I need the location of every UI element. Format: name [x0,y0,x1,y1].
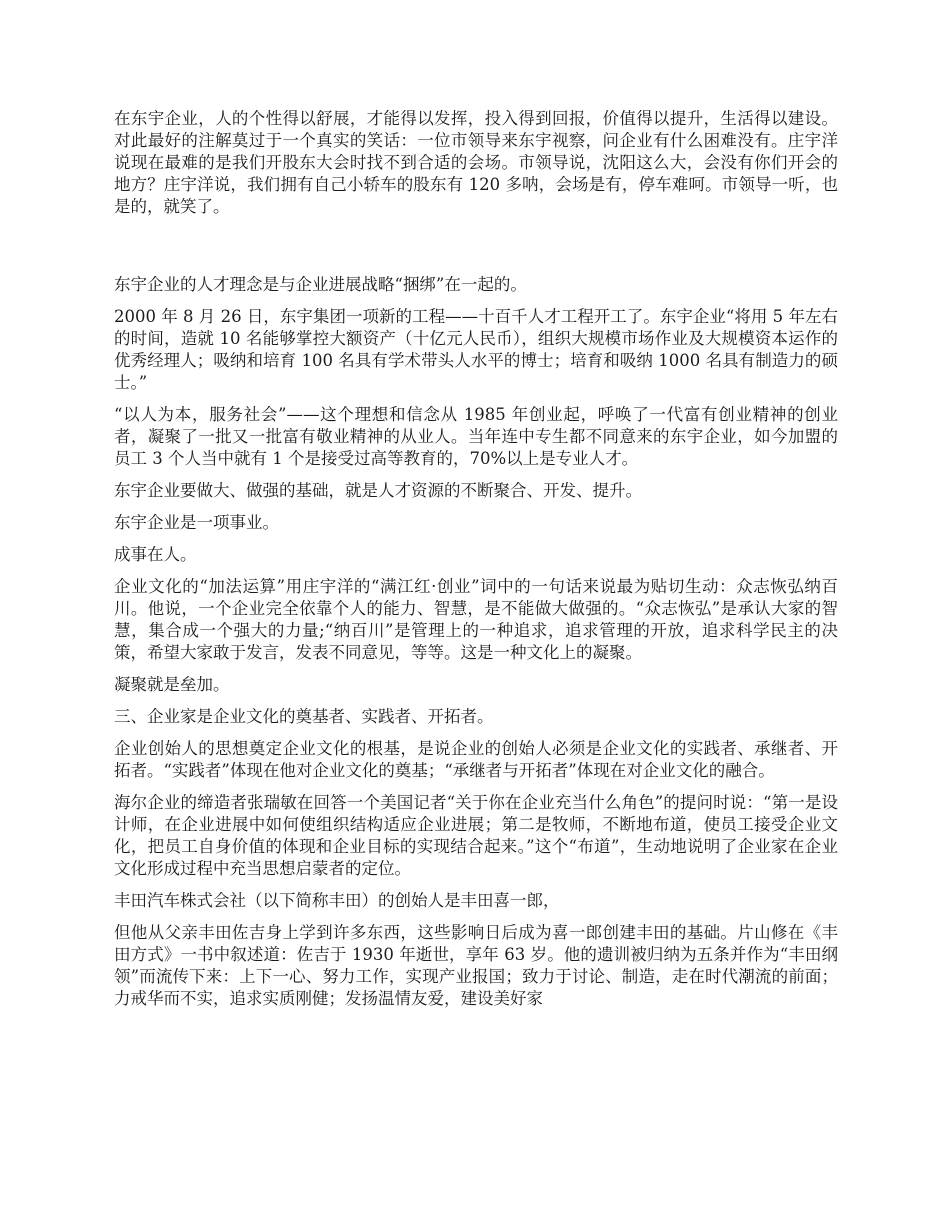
paragraph-gap [114,228,838,274]
paragraph-12: 海尔企业的缔造者张瑞敏在回答一个美国记者“关于你在企业充当什么角色”的提问时说：“第一是设计师，在企业进展中如何使组织结构适应企业进展；第二是牧师，不断地布道，使员工接受企业文化，把员工自身价值的体现和企业目标的实现结合起来。”这个“布道”，生动地说明了企业家在企业文化形成过程中充当思想启蒙者的定位。 [114,793,838,878]
paragraph-13: 丰田汽车株式会社（以下简称丰田）的创始人是丰田喜一郎， [114,891,560,910]
paragraph-11: 企业创始人的思想奠定企业文化的根基，是说企业的创始人必须是企业文化的实践者、承继者、开拓者。“实践者”体现在他对企业文化的奠基；“承继者与开拓者”体现在对企业文化的融合。 [114,739,838,780]
section-heading: 三、企业家是企业文化的奠基者、实践者、开拓者。 [114,707,494,726]
paragraph-14: 但他从父亲丰田佐吉身上学到许多东西，这些影响日后成为喜一郎创建丰田的基础。片山修在《丰田方式》一书中叙述道：佐吉于 1930 年逝世，享年 63 岁。他的遗训被归纳为五条并作为“丰田纲领”而流传下来：上下一心、努力工作，实现产业报国；致力于讨论、制造，走在时代潮流的前面；力戒华而不实，追求实质刚健；发扬温情友爱，建设美好家 [114,923,838,1008]
paragraph-2: 东宇企业的人才理念是与企业进展战略“捆绑”在一起的。 [114,275,527,294]
paragraph-9: 凝聚就是垒加。 [114,675,230,694]
paragraph-5: 东宇企业要做大、做强的基础，就是人才资源的不断聚合、开发、提升。 [114,481,642,500]
paragraph-4: “以人为本，服务社会”——这个理想和信念从 1985 年创业起，呼唤了一代富有创业精神的创业者，凝聚了一批又一批富有敬业精神的从业人。当年连中专生都不同意来的东宇企业，如今加盟的员工 3 个人当中就有 1 个是接受过高等教育的，70%以上是专业人才。 [114,405,838,468]
paragraph-6: 东宇企业是一项事业。 [114,513,279,532]
paragraph-8: 企业文化的“加法运算”用庄宇洋的“满江红·创业”词中的一句话来说最为贴切生动：众志恢弘纳百川。他说，一个企业完全依靠个人的能力、智慧，是不能做大做强的。“众志恢弘”是承认大家的智慧，集合成一个强大的力量;“纳百川”是管理上的一种追求，追求管理的开放，追求科学民主的决策，希望大家敢于发言，发表不同意见，等等。这是一种文化上的凝聚。 [114,577,838,662]
paragraph-7: 成事在人。 [114,545,197,564]
paragraph-3: 2000 年 8 月 26 日，东宇集团一项新的工程——十百千人才工程开工了。东宇企业“将用 5 年左右的时间，造就 10 名能够掌控大额资产（十亿元人民币），组织大规模市场作业及大规模资本运作的优秀经理人；吸纳和培育 100 名具有学术带头人水平的博士；培育和吸纳 1000 名具有制造力的硕士。” [114,307,838,392]
paragraph-1: 在东宇企业，人的个性得以舒展，才能得以发挥，投入得到回报，价值得以提升，生活得以建设。对此最好的注解莫过于一个真实的笑话：一位市领导来东宇视察，问企业有什么困难没有。庄宇洋说现在最难的是我们开股东大会时找不到合适的会场。市领导说，沈阳这么大，会没有你们开会的地方？庄宇洋说，我们拥有自己小轿车的股东有 120 多呐，会场是有，停车难呵。市领导一听，也是的，就笑了。 [114,109,838,216]
document-page [114,108,838,1020]
